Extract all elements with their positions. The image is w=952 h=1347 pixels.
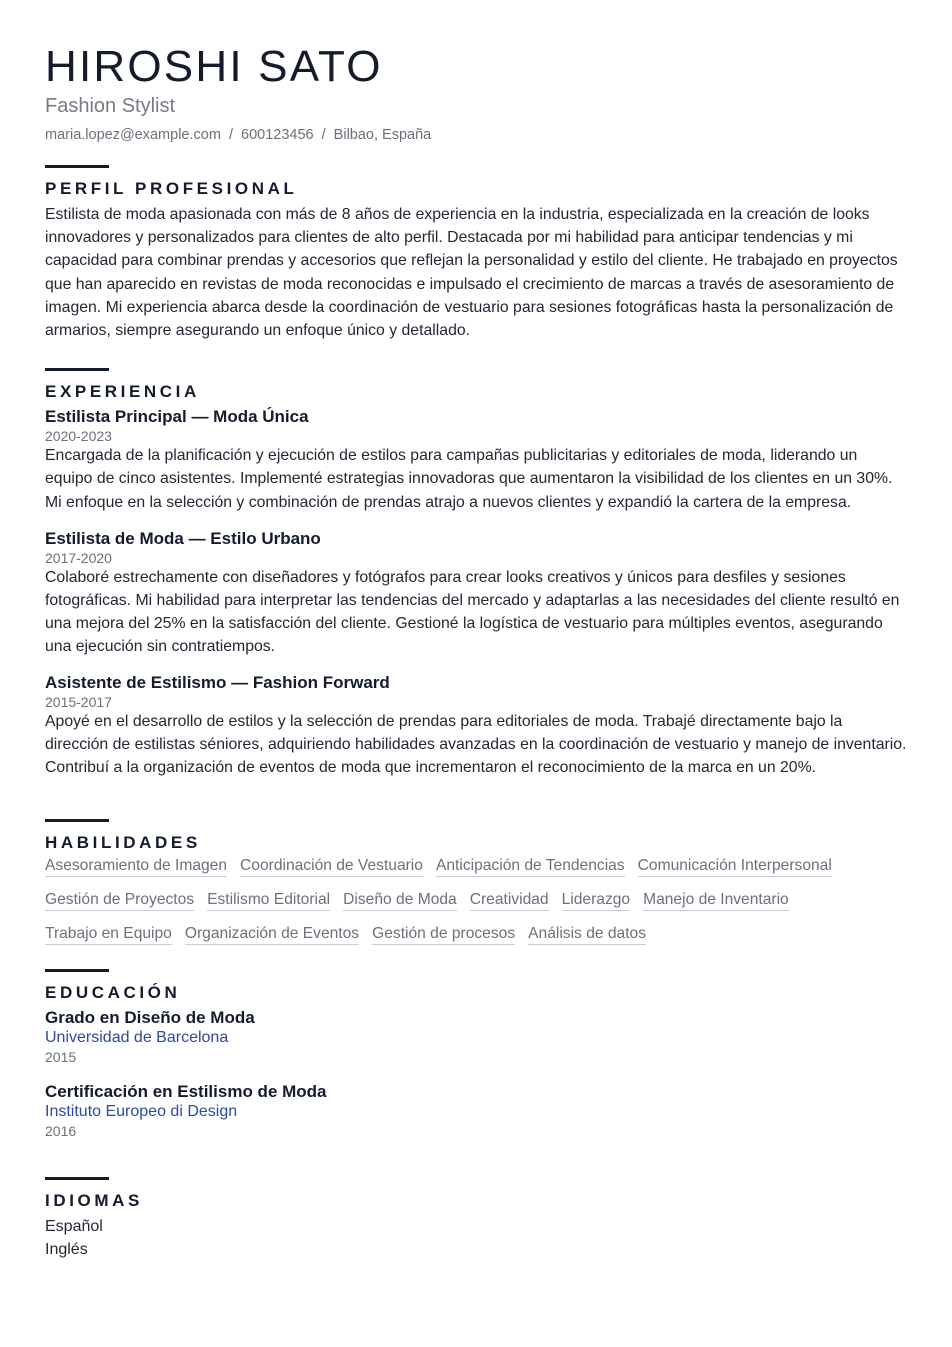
job-dates: 2020-2023 bbox=[45, 428, 112, 445]
section-title-languages: IDIOMAS bbox=[45, 1191, 143, 1211]
candidate-name: HIROSHI SATO bbox=[45, 42, 383, 91]
skill-tag: Asesoramiento de Imagen bbox=[45, 856, 227, 877]
profile-summary: Estilista de moda apasionada con más de 8 años de experiencia en la industria, especializada en la creación de looks innovadores y personalizados para clientes de alto perfil. Destacada por mi habilidad para anticipar tendencias y mi capacidad para combinar prendas y accesorios que reflejan la personalidad y estilo del cliente. He trabajado en proyectos que han aparecido en revistas de moda reconocidas e impulsado el crecimiento de marcas a través de asesoramiento de imagen. Mi experiencia abarca desde la coordinación de vestuario para sesiones fotográficas hasta la personalización de armarios, siempre asegurando un enfoque único y detallado. bbox=[45, 206, 898, 340]
education-entry bbox=[45, 1082, 907, 1140]
job-dates: 2017-2020 bbox=[45, 549, 112, 566]
skill-tag: Gestión de procesos bbox=[372, 924, 515, 945]
job-dates: 2015-2017 bbox=[45, 693, 112, 710]
skill-tag: Estilismo Editorial bbox=[207, 890, 330, 911]
profile-section bbox=[45, 165, 907, 342]
skills-section bbox=[45, 819, 907, 958]
languages-section bbox=[45, 1177, 907, 1261]
job-entry bbox=[45, 673, 907, 780]
section-divider bbox=[45, 819, 109, 822]
job-description: Colaboré estrechamente con diseñadores y fotógrafos para crear looks creativos y únicos para desfiles y sesiones fotográficas. Mi habilidad para interpretar las tendencias del mercado y adaptarlas a las necesidades del cliente resultó en una mejora del 25% en la satisfacción del cliente. Gestioné la logística de vestuario para múltiples eventos, asegurando una ejecución sin contratiempos. bbox=[45, 568, 900, 656]
language-item: Español bbox=[45, 1218, 103, 1236]
contact-line bbox=[45, 126, 907, 144]
languages-list bbox=[45, 1215, 907, 1261]
contact-phone[interactable]: 600123456 bbox=[241, 127, 314, 143]
education-school: Universidad de Barcelona bbox=[45, 1029, 229, 1047]
section-divider bbox=[45, 1177, 109, 1180]
job-heading: Estilista Principal — Moda Única bbox=[45, 407, 309, 427]
section-divider bbox=[45, 969, 109, 972]
candidate-role: Fashion Stylist bbox=[45, 95, 176, 117]
job-entry bbox=[45, 529, 907, 659]
skill-tag: Manejo de Inventario bbox=[643, 890, 789, 911]
education-section bbox=[45, 969, 907, 1140]
contact-email[interactable]: maria.lopez@example.com bbox=[45, 127, 221, 143]
education-entry bbox=[45, 1008, 907, 1066]
job-heading: Asistente de Estilismo — Fashion Forward bbox=[45, 672, 390, 692]
resume-header bbox=[45, 42, 907, 144]
education-year: 2016 bbox=[45, 1123, 77, 1140]
section-title-profile: PERFIL PROFESIONAL bbox=[45, 179, 298, 198]
job-entry bbox=[45, 407, 907, 514]
skill-tag: Análisis de datos bbox=[528, 924, 646, 945]
education-degree: Grado en Diseño de Moda bbox=[45, 1008, 255, 1028]
education-year: 2015 bbox=[45, 1049, 77, 1066]
experience-section bbox=[45, 368, 907, 779]
job-heading: Estilista de Moda — Estilo Urbano bbox=[45, 528, 321, 548]
skill-tag: Creatividad bbox=[470, 890, 549, 911]
section-divider bbox=[45, 368, 109, 371]
section-title-education: EDUCACIÓN bbox=[45, 983, 181, 1003]
language-item: Inglés bbox=[45, 1241, 88, 1259]
skill-tag: Anticipación de Tendencias bbox=[436, 856, 625, 877]
section-title-skills: HABILIDADES bbox=[45, 833, 201, 853]
skill-tag: Comunicación Interpersonal bbox=[638, 856, 832, 877]
skills-list bbox=[45, 856, 915, 958]
skill-tag: Organización de Eventos bbox=[185, 924, 359, 945]
education-school: Instituto Europeo di Design bbox=[45, 1103, 238, 1121]
section-divider bbox=[45, 165, 109, 168]
skill-tag: Coordinación de Vestuario bbox=[240, 856, 423, 877]
skill-tag: Diseño de Moda bbox=[343, 890, 457, 911]
skill-tag: Liderazgo bbox=[562, 890, 631, 911]
job-description: Apoyé en el desarrollo de estilos y la selección de prendas para editoriales de moda. Trabajé directamente bajo la dirección de estilistas séniores, adquiriendo habilidades avanzadas en la coordinación de vestuario y manejo de inventario. Contribuí a la organización de eventos de moda que incrementaron el reconocimiento de la marca en un 20%. bbox=[45, 712, 907, 777]
section-title-experience: EXPERIENCIA bbox=[45, 382, 200, 402]
contact-location: Bilbao, España bbox=[333, 127, 432, 143]
contact-separator: / bbox=[228, 127, 233, 143]
skill-tag: Trabajo en Equipo bbox=[45, 924, 172, 945]
education-degree: Certificación en Estilismo de Moda bbox=[45, 1082, 327, 1102]
skill-tag: Gestión de Proyectos bbox=[45, 890, 194, 911]
contact-separator: / bbox=[321, 127, 326, 143]
job-description: Encargada de la planificación y ejecución de estilos para campañas publicitarias y editoriales de moda, liderando un equipo de cinco asistentes. Implementé estrategias innovadoras que aumentaron la visibilidad de los clientes en un 30%. Mi enfoque en la selección y combinación de prendas atrajo a nuevos clientes y expandió la cartera de la empresa. bbox=[45, 447, 893, 511]
